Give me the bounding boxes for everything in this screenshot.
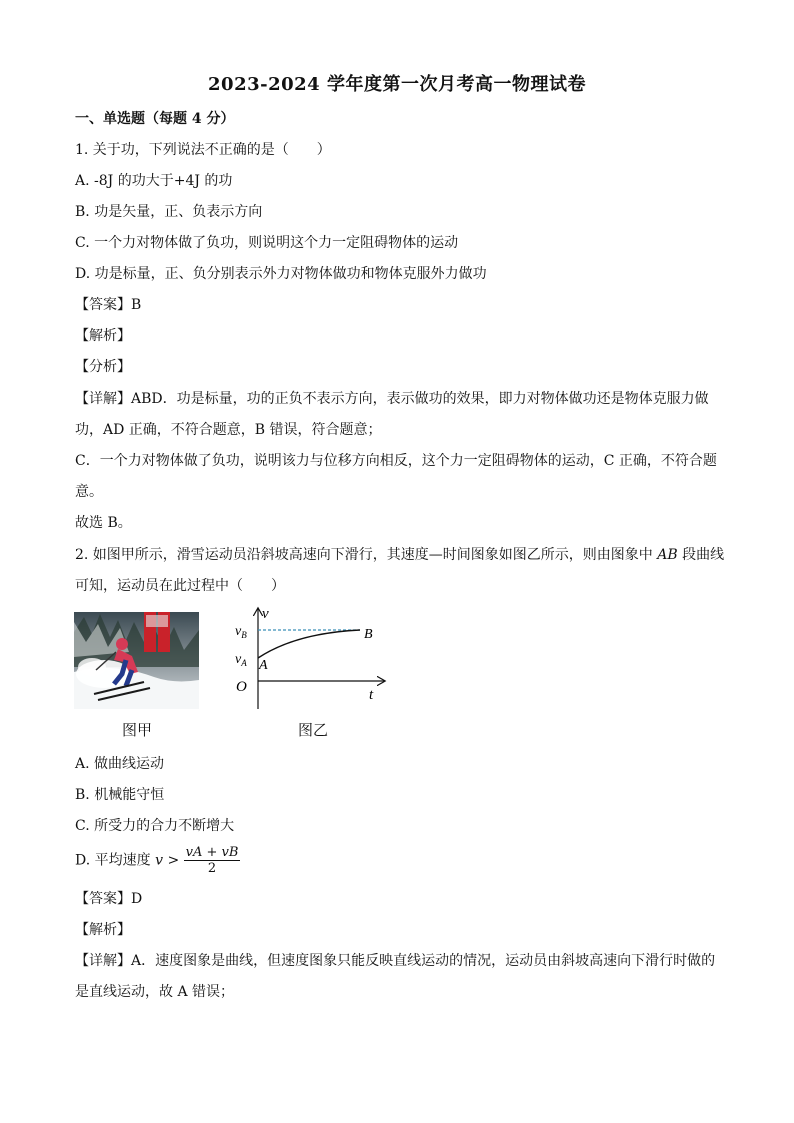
q1-stem: 1. 关于功，下列说法不正确的是（ ）	[75, 142, 331, 158]
ab-curve	[258, 630, 360, 658]
q2-stem-post: 段曲线	[677, 547, 725, 563]
fraction-denominator: 2	[207, 861, 217, 876]
q2-option-b: B. 机械能守恒	[75, 787, 165, 803]
q1-detail-line: C．一个力对物体做了负功，说明该力与位移方向相反，这个力一定阻碍物体的运动，C 正确，不符合题	[75, 453, 717, 469]
figure-caption-yi: 图乙	[298, 721, 329, 739]
q1-option-c: C. 一个力对物体做了负功，则说明这个力一定阻碍物体的运动	[75, 235, 459, 251]
q1-option-a: A. -8J 的功大于+4J 的功	[75, 173, 233, 189]
section-heading: 一、单选题（每题 4 分）	[75, 111, 235, 127]
origin-label: O	[236, 679, 247, 695]
q2-detail-line: 是直线运动，故 A 错误；	[75, 984, 235, 1000]
q2-detail-line: 【详解】A．速度图象是曲线，但速度图象只能反映直线运动的情况，运动员由斜坡高速向下滑行时做的	[75, 953, 716, 969]
q2-option-a: A. 做曲线运动	[75, 756, 165, 772]
q2-stem-line1	[75, 546, 724, 564]
q2-option-d-gt: >	[163, 852, 184, 869]
velocity-time-graph	[226, 603, 396, 713]
q2-stem-pre: 2. 如图甲所示，滑雪运动员沿斜坡高速向下滑行，其速度—时间图象如图乙所示，则由图象中	[75, 547, 658, 563]
point-a-label: A	[259, 658, 268, 673]
vb-label: $v_B$	[235, 624, 247, 640]
t-axis-label: t	[369, 687, 374, 703]
vt-graph-svg	[226, 603, 396, 713]
figure-caption-jia: 图甲	[122, 721, 153, 739]
q2-answer: 【答案】D	[75, 891, 143, 907]
q1-detail-line: 【详解】ABD．功是标量，功的正负不表示方向，表示做功的效果，即力对物体做功还是物体克服力做	[75, 391, 709, 407]
q1-option-d: D. 功是标量，正、负分别表示外力对物体做功和物体克服外力做功	[75, 266, 487, 282]
q1-answer: 【答案】B	[75, 297, 142, 313]
q1-analysis: 【解析】	[75, 328, 131, 344]
fraction-numerator: vA + vB	[185, 845, 239, 860]
v-axis-label: v	[262, 606, 269, 622]
q1-option-b: B. 功是矢量，正、负表示方向	[75, 204, 263, 220]
q2-analysis: 【解析】	[75, 922, 131, 938]
skier-photo	[74, 612, 199, 709]
q1-detail-line: 意。	[75, 484, 103, 500]
q1-detail-line: 故选 B。	[75, 515, 132, 531]
average-velocity-fraction	[184, 845, 241, 876]
point-b-label: B	[364, 627, 373, 642]
q1-fenxi: 【分析】	[75, 359, 131, 375]
q2-stem-line2: 可知，运动员在此过程中（ ）	[75, 578, 285, 594]
va-label: $v_A$	[235, 652, 247, 668]
page-title: 2023-2024 学年度第一次月考高一物理试卷	[208, 74, 586, 95]
q2-option-d	[75, 845, 240, 876]
q2-option-d-v: v	[155, 852, 163, 869]
q2-stem-ab: AB	[657, 547, 678, 563]
q2-option-d-pre: D. 平均速度	[75, 852, 156, 869]
q2-option-c: C. 所受力的合力不断增大	[75, 818, 235, 834]
q1-detail-line: 功，AD 正确，不符合题意，B 错误，符合题意；	[75, 422, 382, 438]
